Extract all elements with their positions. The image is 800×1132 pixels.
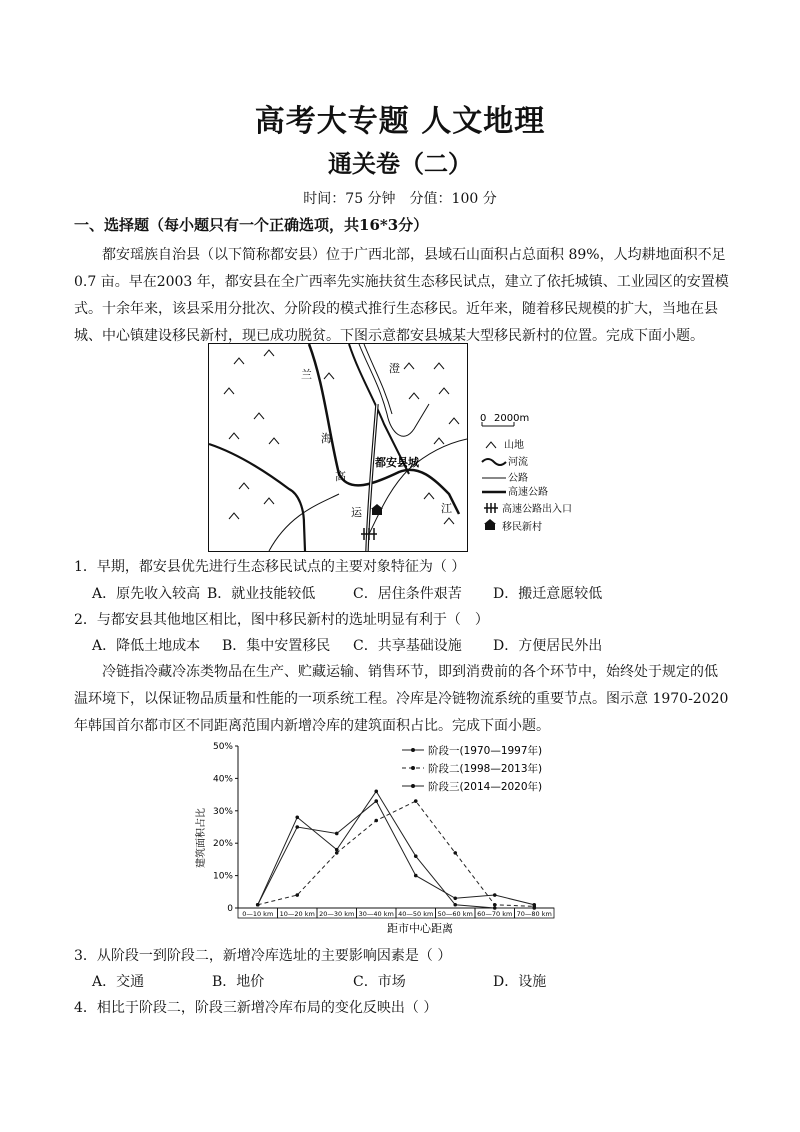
legend-marker xyxy=(411,784,415,788)
series-line-1 xyxy=(258,801,535,905)
legend-label: 公路 xyxy=(508,473,528,484)
q3-option-b[interactable]: B．地价 xyxy=(212,974,265,990)
q3-option-d[interactable]: D．设施 xyxy=(493,974,547,990)
question-4-stem: 4．相比于阶段二，阶段三新增冷库布局的变化反映出（ ） xyxy=(74,1000,438,1016)
passage-1-line: 城、中心镇建设移民新村，现已成功脱贫。下图示意都安县城某大型移民新村的位置。完成下面小题。 xyxy=(74,328,704,344)
passage-1-line: 0.7 亩。早在2003 年，都安县在全广西率先实施扶贫生态移民试点，建立了依托城镇、工业园区的安置模 xyxy=(74,274,729,290)
y-tick-label: 30% xyxy=(212,806,233,817)
passage-2 xyxy=(74,659,734,740)
question-1-stem: 1．早期，都安县优先进行生态移民试点的主要对象特征为（ ） xyxy=(74,559,466,575)
data-point xyxy=(335,851,339,855)
data-point xyxy=(453,903,457,907)
series-line-2 xyxy=(258,801,535,906)
x-tick-label: 20—30 km xyxy=(319,910,355,918)
chart-ylabel: 建筑面积占比 xyxy=(196,808,207,868)
data-point xyxy=(295,815,299,819)
x-tick-label: 40—50 km xyxy=(398,910,434,918)
data-point xyxy=(414,874,418,878)
legend-label: 高速公路 xyxy=(508,487,548,498)
legend-label: 河流 xyxy=(508,457,528,468)
series-line-3 xyxy=(258,791,535,908)
line-chart xyxy=(190,738,570,938)
x-tick-label: 70—80 km xyxy=(516,910,552,918)
map-label-hai: 海 xyxy=(321,432,332,445)
data-point xyxy=(414,799,418,803)
road-1b xyxy=(364,344,392,414)
y-tick-label: 0 xyxy=(227,904,233,914)
map-label-jiang: 江 xyxy=(441,502,452,515)
y-tick-label: 50% xyxy=(212,742,233,752)
mountain-symbols xyxy=(224,350,459,524)
passage-1-line: 式。十余年来，该县采用分批次、分阶段的模式推行生态移民。近年来，随着移民规模的扩大，当地在县 xyxy=(74,301,718,317)
data-point xyxy=(335,848,339,852)
q3-option-a[interactable]: A．交通 xyxy=(92,974,145,990)
map-label-lan: 兰 xyxy=(301,368,312,381)
x-tick-label: 30—40 km xyxy=(358,910,394,918)
q1-option-d[interactable]: D．搬迁意愿较低 xyxy=(493,586,603,602)
exam-title: 高考大专题 人文地理 xyxy=(254,104,546,139)
river-icon xyxy=(482,459,506,465)
road-2 xyxy=(369,439,467,534)
resettlement-village-icon xyxy=(371,504,383,515)
data-point xyxy=(295,825,299,829)
river-west xyxy=(209,444,305,551)
data-point xyxy=(256,903,260,907)
data-point xyxy=(295,893,299,897)
passage-2-line: 冷链指冷藏冷冻类物品在生产、贮藏运输、销售环节，即到消费前的各个环节中，始终处于规定的低 xyxy=(102,664,718,680)
legend-label: 高速公路出入口 xyxy=(502,504,572,515)
data-point xyxy=(335,832,339,836)
q2-option-c[interactable]: C．共享基础设施 xyxy=(353,638,462,654)
passage-1 xyxy=(74,242,734,350)
exam-meta: 时间：75 分钟 分值：100 分 xyxy=(303,191,497,207)
legend-svg xyxy=(480,410,610,550)
data-point xyxy=(532,906,536,910)
map-label-gao: 高 xyxy=(335,470,346,483)
q1-option-a[interactable]: A．原先收入较高 xyxy=(92,586,201,602)
chart-figure xyxy=(190,738,570,938)
q1-option-c[interactable]: C．居住条件艰苦 xyxy=(353,586,462,602)
map-label-yun: 运 xyxy=(351,506,362,519)
x-tick-label: 60—70 km xyxy=(477,910,513,918)
data-point xyxy=(493,906,497,910)
q1-option-b[interactable]: B．就业技能较低 xyxy=(207,586,316,602)
question-3-stem: 3．从阶段一到阶段二，新增冷库选址的主要影响因素是（ ） xyxy=(74,948,452,964)
y-tick-label: 40% xyxy=(212,774,233,785)
data-point xyxy=(374,819,378,823)
data-point xyxy=(374,790,378,794)
map-label-city: 都安县城 xyxy=(375,456,419,469)
passage-2-line: 年韩国首尔都市区不同距离范围内新增冷库的建筑面积占比。完成下面小题。 xyxy=(74,718,550,734)
legend-label: 阶段三(2014—2020年) xyxy=(428,781,543,793)
legend-label: 阶段二(1998—2013年) xyxy=(428,763,543,775)
scale-distance: 2000m xyxy=(494,413,530,424)
interchange-icon xyxy=(361,528,377,540)
q2-option-a[interactable]: A．降低土地成本 xyxy=(92,638,201,654)
mountain-icon xyxy=(486,442,496,448)
data-point xyxy=(414,854,418,858)
map-svg xyxy=(209,344,467,551)
chart-xlabel: 距市中心距离 xyxy=(387,922,453,935)
y-tick-label: 10% xyxy=(212,871,233,882)
scale-zero: 0 xyxy=(480,413,487,424)
data-point xyxy=(453,896,457,900)
map-figure xyxy=(208,343,468,552)
data-point xyxy=(453,851,457,855)
data-point xyxy=(374,799,378,803)
map-label-cheng: 澄 xyxy=(389,362,400,375)
passage-1-line: 都安瑶族自治县（以下简称都安县）位于广西北部，县域石山面积占总面积 89%，人均耕地面积不足 xyxy=(102,247,726,263)
x-tick-label: 0—10 km xyxy=(242,910,274,918)
x-tick-label: 50—60 km xyxy=(437,910,473,918)
section-heading: 一、选择题（每小题只有一个正确选项，共16*3分） xyxy=(74,216,429,234)
interchange-legend-icon xyxy=(484,503,498,513)
legend-label: 移民新村 xyxy=(502,522,542,533)
legend-marker xyxy=(411,748,415,752)
legend-label: 阶段一(1970—1997年) xyxy=(428,745,543,757)
data-point xyxy=(493,903,497,907)
river-main xyxy=(309,344,459,514)
x-tick-label: 10—20 km xyxy=(279,910,315,918)
river-north xyxy=(349,344,409,474)
village-legend-icon xyxy=(484,519,496,530)
y-tick-label: 20% xyxy=(212,839,233,850)
q2-option-b[interactable]: B．集中安置移民 xyxy=(222,638,331,654)
question-2-stem: 2．与都安县其他地区相比，图中移民新村的选址明显有利于（ ） xyxy=(74,612,489,628)
exam-subtitle: 通关卷（二） xyxy=(328,149,472,178)
q2-option-d[interactable]: D．方便居民外出 xyxy=(493,638,603,654)
legend-marker xyxy=(411,766,415,770)
passage-2-line: 温环境下，以保证物品质量和性能的一项系统工程。冷库是冷链物流系统的重要节点。图示意 1970-2020 xyxy=(74,691,729,707)
q3-option-c[interactable]: C．市场 xyxy=(353,974,406,990)
legend-label: 山地 xyxy=(504,440,524,451)
data-point xyxy=(493,893,497,897)
map-legend xyxy=(480,410,610,540)
